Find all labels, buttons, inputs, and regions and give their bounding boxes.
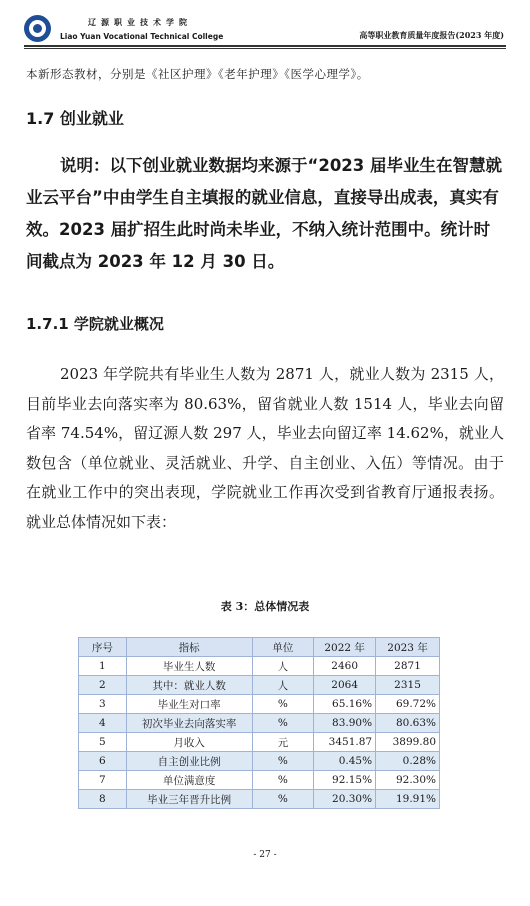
cell-indicator: 其中：就业人数 (126, 676, 252, 695)
header-cell-unit: 单位 (252, 638, 314, 657)
table-row (79, 714, 440, 733)
cell-2023: 19.91% (376, 790, 440, 809)
cell-index: 6 (79, 752, 127, 771)
cell-unit: % (252, 752, 314, 771)
cell-unit: 元 (252, 733, 314, 752)
cell-2022: 0.45% (314, 752, 376, 771)
note-paragraph: 说明：以下创业就业数据均来源于“2023 届毕业生在智慧就业云平台”中由学生自主填报的就业信息，直接导出成表，真实有效。2023 届扩招生此时尚未毕业，不纳入统计范围中。统计时间截点为 2023 年 12 月 30 日。 (26, 156, 503, 271)
subsection-heading: 1.7.1 学院就业概况 (26, 315, 164, 333)
cell-indicator: 毕业生人数 (126, 657, 252, 676)
cell-index: 8 (79, 790, 127, 809)
table-row (79, 771, 440, 790)
cell-2022: 83.90% (314, 714, 376, 733)
cell-indicator: 初次毕业去向落实率 (126, 714, 252, 733)
intro-line: 本新形态教材，分别是《社区护理》《老年护理》《医学心理学》。 (26, 67, 369, 81)
page-header (0, 0, 530, 52)
cell-2022: 3451.87 (314, 733, 376, 752)
cell-unit: % (252, 714, 314, 733)
cell-index: 4 (79, 714, 127, 733)
report-title: 高等职业教育质量年度报告(2023 年度) (359, 30, 504, 40)
header-cell-index: 序号 (79, 638, 127, 657)
cell-indicator: 毕业三年晋升比例 (126, 790, 252, 809)
cell-2023: 69.72% (376, 695, 440, 714)
cell-index: 3 (79, 695, 127, 714)
section-heading: 1.7 创业就业 (26, 109, 124, 128)
overview-table (78, 637, 440, 809)
cell-unit: % (252, 790, 314, 809)
school-logo (24, 15, 51, 42)
cell-2023: 92.30% (376, 771, 440, 790)
table-caption: 表 3：总体情况表 (220, 600, 310, 613)
body-paragraph: 2023 年学院共有毕业生人数为 2871 人，就业人数为 2315 人，目前毕业去向落实率为 80.63%，留省就业人数 1514 人，毕业去向留省率 74.54%，留辽源人数 297 人，毕业去向留辽率 14.62%，就业人数包含（单位就业、灵活就业、升学、自主创业、入伍）等情况。由于在就业工作中的突出表现，学院就业工作再次受到省教育厅通报表扬。就业总体情况如下表： (26, 365, 504, 531)
cell-2023: 0.28% (376, 752, 440, 771)
cell-2022: 92.15% (314, 771, 376, 790)
table-row (79, 676, 440, 695)
header-divider (24, 45, 506, 47)
table-row (79, 790, 440, 809)
header-divider-thin (24, 48, 506, 49)
cell-2022: 20.30% (314, 790, 376, 809)
cell-2022: 2460 (314, 657, 376, 676)
cell-unit: 人 (252, 676, 314, 695)
table-row (79, 733, 440, 752)
header-cell-2023: 2023 年 (376, 638, 440, 657)
cell-2022: 65.16% (314, 695, 376, 714)
header-cell-indicator: 指标 (126, 638, 252, 657)
cell-unit: 人 (252, 657, 314, 676)
cell-2023: 2315 (376, 676, 440, 695)
cell-2023: 2871 (376, 657, 440, 676)
page-number: - 27 - (253, 850, 277, 860)
cell-2022: 2064 (314, 676, 376, 695)
table-row (79, 657, 440, 676)
cell-2023: 3899.80 (376, 733, 440, 752)
cell-indicator: 自主创业比例 (126, 752, 252, 771)
table-row (79, 752, 440, 771)
cell-unit: % (252, 771, 314, 790)
school-name-cn: 辽源职业技术学院 (88, 17, 192, 27)
header-cell-2022: 2022 年 (314, 638, 376, 657)
cell-index: 2 (79, 676, 127, 695)
cell-unit: % (252, 695, 314, 714)
cell-indicator: 毕业生对口率 (126, 695, 252, 714)
cell-indicator: 月收入 (126, 733, 252, 752)
school-name-en: Liao Yuan Vocational Technical College (60, 32, 224, 41)
cell-index: 1 (79, 657, 127, 676)
cell-indicator: 单位满意度 (126, 771, 252, 790)
table-header-row (79, 638, 440, 657)
cell-index: 5 (79, 733, 127, 752)
table-row (79, 695, 440, 714)
cell-index: 7 (79, 771, 127, 790)
cell-2023: 80.63% (376, 714, 440, 733)
